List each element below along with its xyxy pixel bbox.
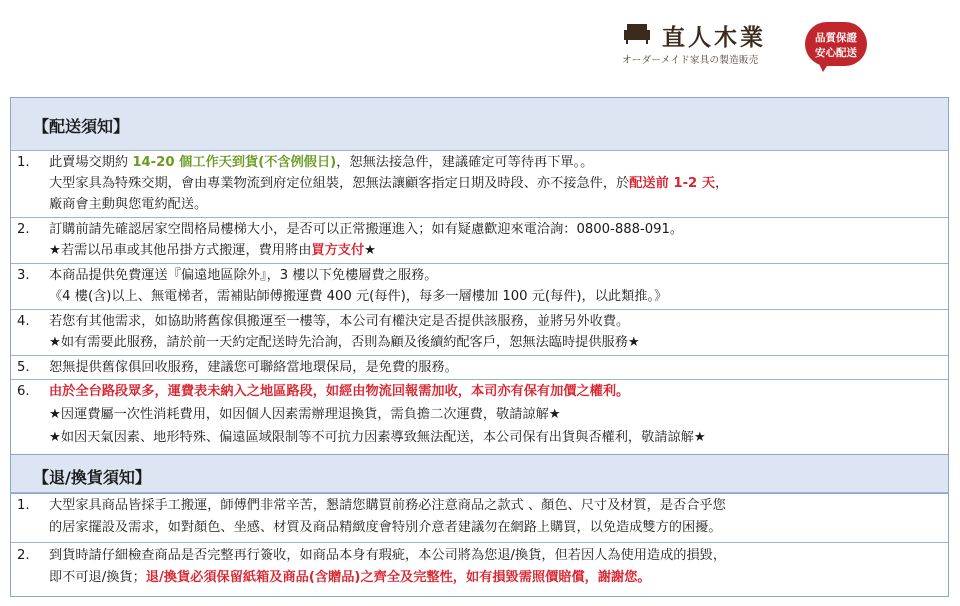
badge-line-1: 品質保證 [815, 32, 857, 44]
list-item-text: ★若需以吊車或其他吊掛方式搬運，費用將由買方支付★ [49, 243, 376, 258]
red-highlight: 退/換貨必須保留紙箱及商品(含贈品)之齊全及完整性，如有損毀需照價賠償，謝謝您。 [145, 570, 651, 585]
list-item-text: 由於全台路段眾多，運費表未納入之地區路段，如經由物流回報需加收，本司亦有保有加價之權利。 [49, 384, 630, 399]
list-item-text: 本商品提供免費運送『偏遠地區除外』，3 樓以下免樓層費之服務。 [49, 268, 438, 283]
list-item: 3. 本商品提供免費運送『偏遠地區除外』，3 樓以下免樓層費之服務。 《4 樓(含)以上、無電梯者，需補貼師傅搬運費 400 元(每件)，每多一層樓加 100 元(每件)，以此類推。》 [11, 263, 948, 310]
list-item-text: 此賣場交期約 14-20 個工作天到貨(不含例假日)，恕無法接急件，建議確定可等待再下單。。 [49, 155, 594, 170]
brand-name: 直人木業 [662, 24, 766, 51]
list-item-text: 訂購前請先確認居家空間格局樓梯大小，是否可以正常搬運進入；如有疑慮歡迎來電洽詢：0800-888-091。 [49, 222, 684, 237]
list-item-text: ★如有需要此服務，請於前一天約定配送時先洽詢，否則為顧及後續約配客戶，恕無法臨時提供服務★ [49, 335, 640, 350]
list-item: 5. 恕無提供舊傢俱回收服務，建議您可聯絡當地環保局，是免費的服務。 [11, 355, 948, 380]
list-item-text: 大型家具為特殊交期，會由專業物流到府定位組裝，恕無法讓顧客指定日期及時段、亦不接急件，於配送前 1-2 天， [49, 176, 729, 191]
delivery-time-highlight: 14-20 個工作天到貨(不含例假日) [132, 155, 337, 170]
list-item: 2. 訂購前請先確認居家空間格局樓梯大小，是否可以正常搬運進入；如有疑慮歡迎來電洽詢：0800-888-091。 ★若需以吊車或其他吊掛方式搬運，費用將由買方支付★ [11, 217, 948, 264]
brand-tagline: オーダーメイド家具の製造販売 [622, 55, 759, 66]
list-item: 1. 大型家具商品皆採手工搬運，師傅們非常辛苦，懇請您購買前務必注意商品之款式 、顏色、尺寸及材質，是否合乎您 的居家擺設及需求，如對顏色、坐感、材質及商品精緻度會特別介意者建議勿在網路上購買，以免造成雙方的困擾。 [11, 492, 948, 543]
list-item-text: 到貨時請仔細檢查商品是否完整再行簽收，如商品本身有瑕疵，本公司將為您退/換貨，但若因人為使用造成的損毀， [49, 548, 727, 563]
red-highlight: 配送前 1-2 天 [629, 176, 716, 191]
badge-line-2: 安心配送 [815, 47, 857, 59]
sofa-icon [624, 24, 650, 44]
list-item-text: 大型家具商品皆採手工搬運，師傅們非常辛苦，懇請您購買前務必注意商品之款式 、顏色、尺寸及材質，是否合乎您 [49, 498, 726, 513]
list-item-text: 即不可退/換貨；退/換貨必須保留紙箱及商品(含贈品)之齊全及完整性，如有損毀需照價賠償，謝謝您。 [49, 570, 651, 585]
quality-badge [805, 22, 867, 70]
list-item: 4. 若您有其他需求，如協助將舊傢俱搬運至一樓等，本公司有權決定是否提供該服務，並將另外收費。 ★如有需要此服務，請於前一天約定配送時先洽詢，否則為顧及後續約配客戶，恕無法臨時提供服務★ [11, 309, 948, 356]
red-highlight: 買方支付 [311, 243, 365, 258]
list-item-text: ★如因天氣因素、地形特殊、偏遠區域限制等不可抗力因素導致無法配送，本公司保有出貨與否權利，敬請諒解★ [49, 430, 706, 445]
list-item: 1. 此賣場交期約 14-20 個工作天到貨(不含例假日)，恕無法接急件，建議確定可等待再下單。。 大型家具為特殊交期，會由專業物流到府定位組裝，恕無法讓顧客指定日期及時段、亦不接急件，於配送前 1-2 天， 廠商會主動與您電約配送。 [11, 150, 948, 218]
list-item: 6. 由於全台路段眾多，運費表未納入之地區路段，如經由物流回報需加收，本司亦有保有加價之權利。 ★因運費屬一次性消耗費用，如因個人因素需辦理退換貨，需負擔二次運費，敬請諒解★ ★如因天氣因素、地形特殊、偏遠區域限制等不可抗力因素導致無法配送，本公司保有出貨與否權利，敬請諒解★ [11, 379, 948, 455]
list-item-text: 恕無提供舊傢俱回收服務，建議您可聯絡當地環保局，是免費的服務。 [49, 360, 458, 375]
list-item-text: 《4 樓(含)以上、無電梯者，需補貼師傅搬運費 400 元(每件)，每多一層樓加 100 元(每件)，以此類推。》 [49, 289, 668, 304]
returns-heading: 【退/換貨須知】 [33, 468, 151, 487]
returns-heading-bar [11, 454, 948, 494]
list-item-text: 的居家擺設及需求，如對顏色、坐感、材質及商品精緻度會特別介意者建議勿在網路上購買，以免造成雙方的困擾。 [49, 520, 722, 535]
list-item-text: 廠商會主動與您電約配送。 [49, 197, 208, 212]
notice-panel [10, 97, 949, 597]
list-item-text: ★因運費屬一次性消耗費用，如因個人因素需辦理退換貨，需負擔二次運費，敬請諒解★ [49, 407, 561, 422]
delivery-heading: 【配送須知】 [33, 117, 130, 136]
delivery-heading-bar [11, 98, 948, 151]
list-item: 2. 到貨時請仔細檢查商品是否完整再行簽收，如商品本身有瑕疵，本公司將為您退/換貨，但若因人為使用造成的損毀， 即不可退/換貨；退/換貨必須保留紙箱及商品(含贈品)之齊全及完整性，如有損毀需照價賠償，謝謝您。 [11, 542, 948, 597]
list-item-text: 若您有其他需求，如協助將舊傢俱搬運至一樓等，本公司有權決定是否提供該服務，並將另外收費。 [49, 314, 630, 329]
